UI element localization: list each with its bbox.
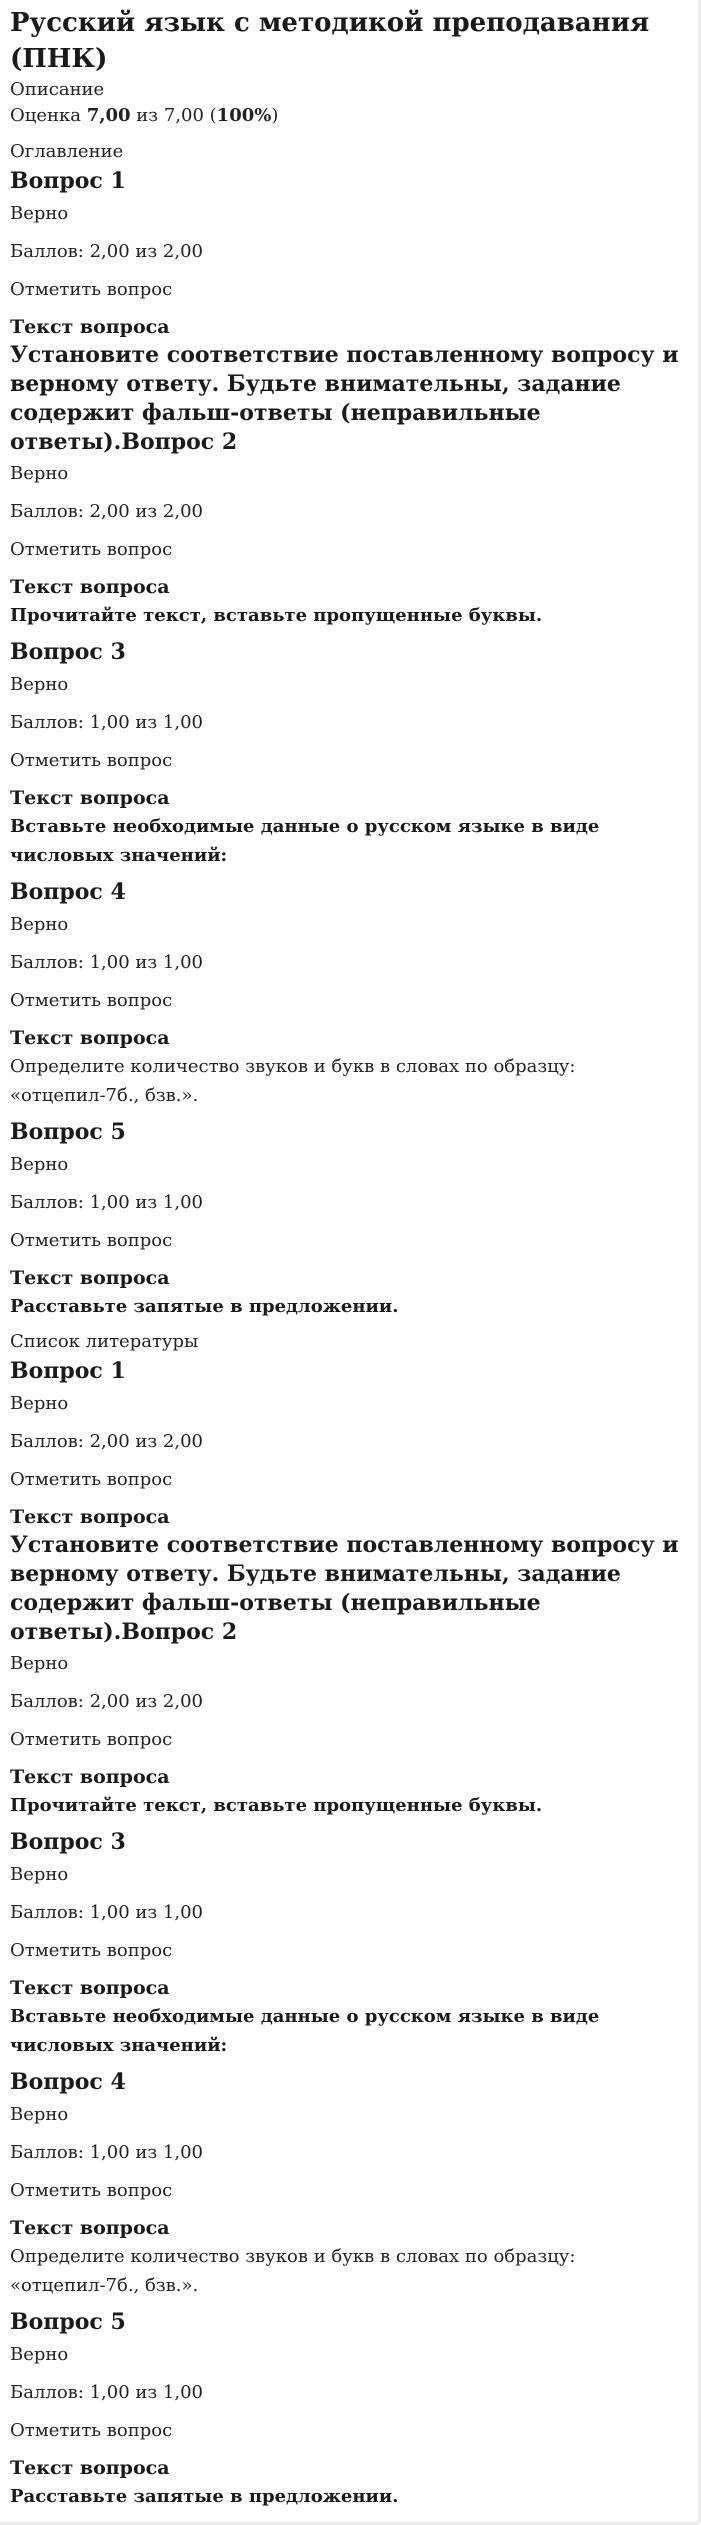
- question-score: Баллов: 1,00 из 1,00: [10, 952, 203, 973]
- question-text-body: Установите соответствие поставленному вопросу и верному ответу. Будьте внимательны, задание содержит фальш-ответы (неправильные ответы).: [10, 342, 679, 455]
- flag-question-link[interactable]: Отметить вопрос: [10, 2420, 173, 2441]
- flag-question-link[interactable]: Отметить вопрос: [10, 750, 173, 771]
- question-text-body: Установите соответствие поставленному вопросу и верному ответу. Будьте внимательны, задание содержит фальш-ответы (неправильные ответы).: [10, 1532, 679, 1645]
- question-score: Баллов: 2,00 из 2,00: [10, 241, 203, 262]
- question-text-heading: Текст вопроса: [10, 2217, 170, 2239]
- question-status: Верно: [10, 1393, 69, 1414]
- question-text: Расставьте запятые в предложении.: [10, 1296, 399, 1317]
- question-text-heading: Текст вопроса: [10, 1506, 170, 1528]
- question-text-heading: Текст вопроса: [10, 1027, 170, 1049]
- question-text: [10, 1531, 688, 1647]
- question-title: Вопрос 5: [10, 2309, 126, 2335]
- section-label-contents[interactable]: Оглавление: [10, 141, 124, 162]
- question-text-heading: Текст вопроса: [10, 1977, 170, 1999]
- question-title: Вопрос 1: [10, 168, 126, 194]
- question-text: [10, 341, 688, 457]
- flag-question-link[interactable]: Отметить вопрос: [10, 990, 173, 1011]
- question-title: Вопрос 3: [10, 1829, 126, 1855]
- question-title: Вопрос 5: [10, 1119, 126, 1145]
- grade-percent: 100%: [216, 105, 272, 126]
- page-title: Русский язык с методикой преподавания (ПНК): [10, 8, 650, 74]
- question-score: Баллов: 2,00 из 2,00: [10, 1691, 203, 1712]
- question-status: Верно: [10, 1864, 69, 1885]
- question-text-heading: Текст вопроса: [10, 787, 170, 809]
- grade-percent-close: ): [271, 105, 279, 126]
- question-score: Баллов: 2,00 из 2,00: [10, 1431, 203, 1452]
- question-text: Расставьте запятые в предложении.: [10, 2486, 399, 2507]
- flag-question-link[interactable]: Отметить вопрос: [10, 1230, 173, 1251]
- question-title: Вопрос 4: [10, 879, 126, 905]
- question-title: Вопрос 4: [10, 2069, 126, 2095]
- question-text: Прочитайте текст, вставьте пропущенные буквы.: [10, 1795, 543, 1816]
- question-status: Верно: [10, 203, 69, 224]
- flag-question-link[interactable]: Отметить вопрос: [10, 539, 173, 560]
- question-status: Верно: [10, 2344, 69, 2365]
- grade-of: из 7,00: [136, 105, 204, 126]
- section-label-bibliography[interactable]: Список литературы: [10, 1331, 199, 1352]
- question-score: Баллов: 1,00 из 1,00: [10, 712, 203, 733]
- question-score: Баллов: 1,00 из 1,00: [10, 1192, 203, 1213]
- question-text: Определите количество звуков и букв в словах по образцу: «отцепил-7б., бзв.».: [10, 1056, 576, 1106]
- question-text: Вставьте необходимые данные о русском языке в виде числовых значений:: [10, 816, 600, 866]
- question-text-heading: Текст вопроса: [10, 2457, 170, 2479]
- question-text-heading: Текст вопроса: [10, 316, 170, 338]
- question-title: Вопрос 3: [10, 639, 126, 665]
- question-status: Верно: [10, 1154, 69, 1175]
- question-score: Баллов: 1,00 из 1,00: [10, 2142, 203, 2163]
- question-score: Баллов: 2,00 из 2,00: [10, 501, 203, 522]
- flag-question-link[interactable]: Отметить вопрос: [10, 279, 173, 300]
- flag-question-link[interactable]: Отметить вопрос: [10, 2180, 173, 2201]
- question-title: Вопрос 2: [121, 429, 238, 455]
- grade-line: [10, 103, 688, 129]
- flag-question-link[interactable]: Отметить вопрос: [10, 1729, 173, 1750]
- question-text-heading: Текст вопроса: [10, 1766, 170, 1788]
- grade-value: 7,00: [86, 105, 131, 126]
- question-status: Верно: [10, 2104, 69, 2125]
- description-label: Описание: [10, 79, 105, 100]
- flag-question-link[interactable]: Отметить вопрос: [10, 1469, 173, 1490]
- grade-percent-open: (: [209, 105, 217, 126]
- question-text-heading: Текст вопроса: [10, 1267, 170, 1289]
- question-title: Вопрос 2: [121, 1619, 238, 1645]
- question-status: Верно: [10, 463, 69, 484]
- question-status: Верно: [10, 914, 69, 935]
- question-text: Прочитайте текст, вставьте пропущенные буквы.: [10, 605, 543, 626]
- question-title: Вопрос 1: [10, 1358, 126, 1384]
- question-text: Вставьте необходимые данные о русском языке в виде числовых значений:: [10, 2006, 600, 2056]
- question-status: Верно: [10, 1653, 69, 1674]
- question-status: Верно: [10, 674, 69, 695]
- flag-question-link[interactable]: Отметить вопрос: [10, 1940, 173, 1961]
- question-score: Баллов: 1,00 из 1,00: [10, 2382, 203, 2403]
- question-text-heading: Текст вопроса: [10, 576, 170, 598]
- question-score: Баллов: 1,00 из 1,00: [10, 1902, 203, 1923]
- question-text: Определите количество звуков и букв в словах по образцу: «отцепил-7б., бзв.».: [10, 2246, 576, 2296]
- grade-label: Оценка: [10, 105, 81, 126]
